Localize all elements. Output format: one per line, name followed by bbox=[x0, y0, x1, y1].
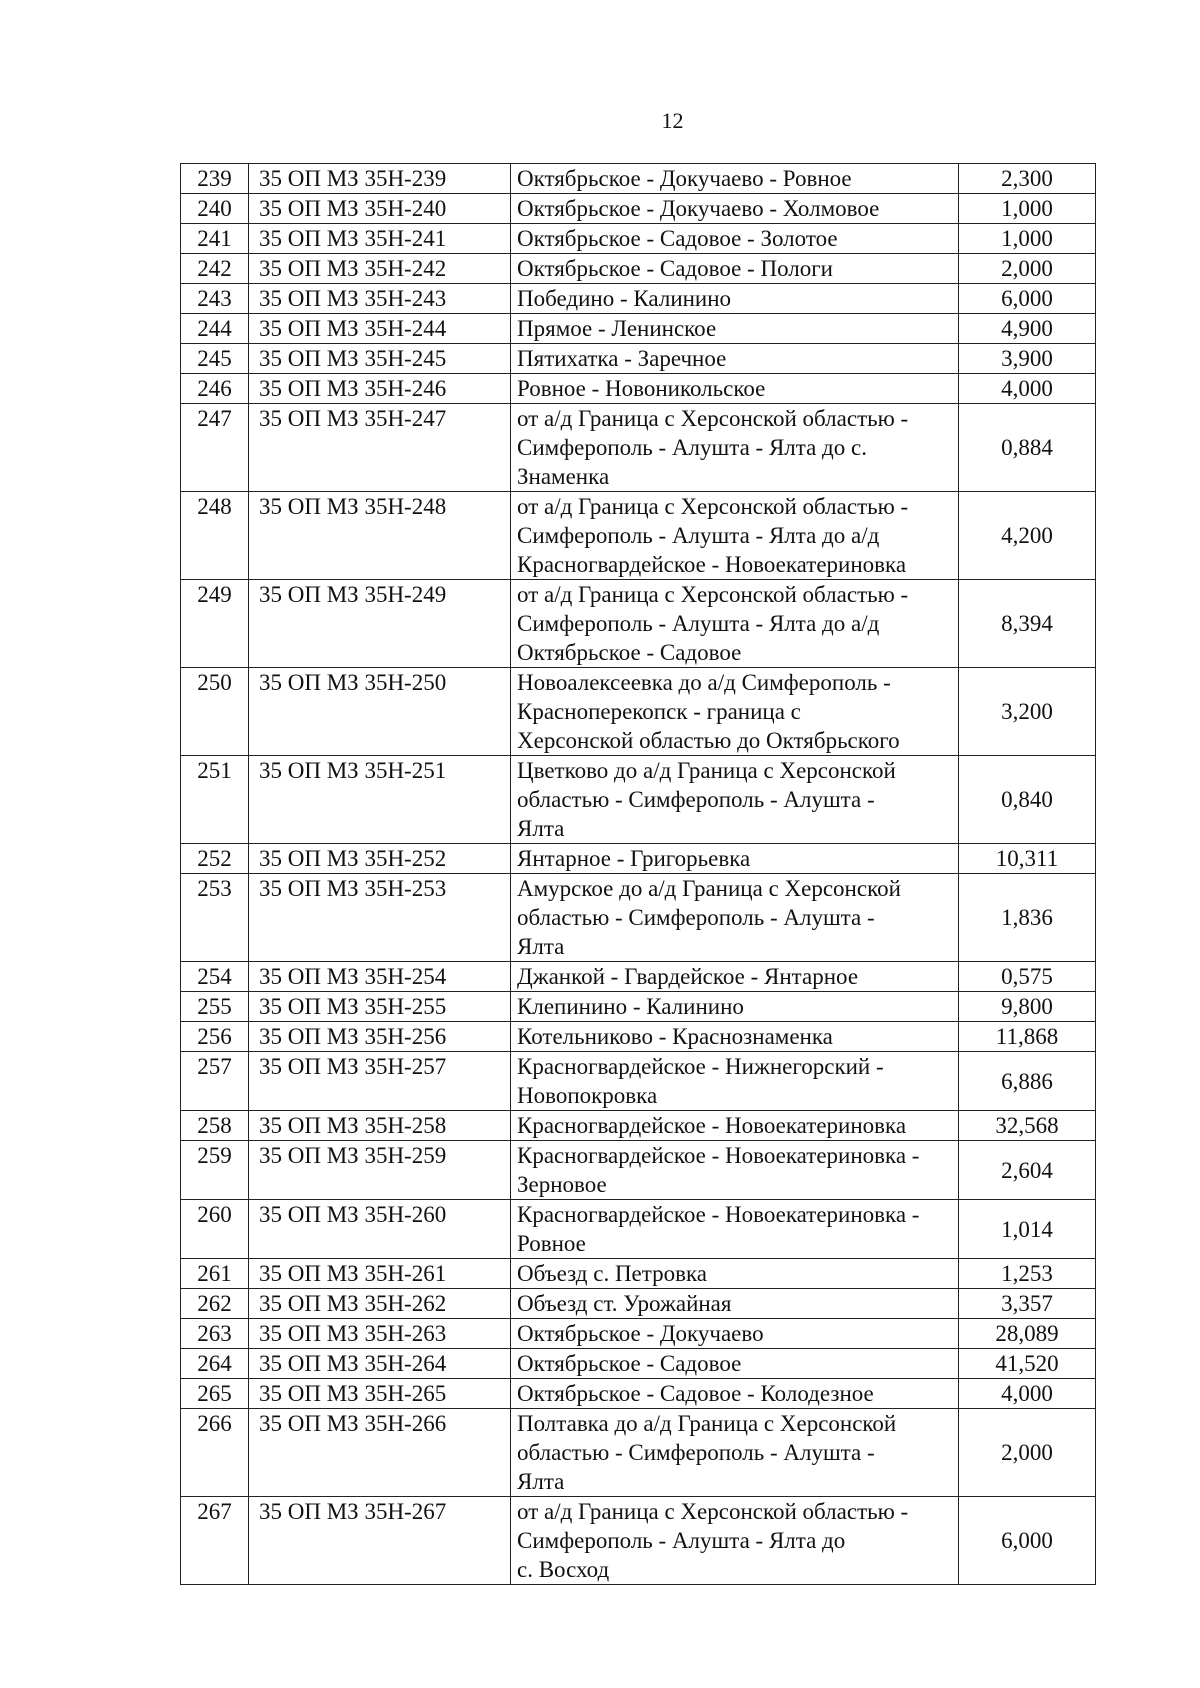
row-number-cell: 251 bbox=[181, 756, 249, 844]
row-number-cell: 243 bbox=[181, 284, 249, 314]
row-number-cell: 258 bbox=[181, 1111, 249, 1141]
road-code-cell: 35 ОП МЗ 35Н-241 bbox=[249, 224, 511, 254]
road-name-line: областью - Симферополь - Алушта - bbox=[517, 1440, 875, 1465]
road-name-line: Октябрьское - Садовое bbox=[517, 640, 742, 665]
road-name-line: Победино - Калинино bbox=[517, 286, 732, 311]
table-row bbox=[181, 314, 1096, 344]
road-name-cell bbox=[511, 1200, 959, 1259]
road-name-cell bbox=[511, 254, 959, 284]
road-code-cell: 35 ОП МЗ 35Н-261 bbox=[249, 1259, 511, 1289]
row-number-cell: 254 bbox=[181, 962, 249, 992]
road-length-cell: 0,884 bbox=[959, 404, 1096, 492]
table-row bbox=[181, 1319, 1096, 1349]
road-list-body bbox=[181, 164, 1096, 1585]
road-name-cell bbox=[511, 284, 959, 314]
row-number-cell: 239 bbox=[181, 164, 249, 194]
road-name-line: Знаменка bbox=[517, 464, 610, 489]
road-code-cell: 35 ОП МЗ 35Н-259 bbox=[249, 1141, 511, 1200]
table-row bbox=[181, 492, 1096, 580]
table-row bbox=[181, 874, 1096, 962]
road-name-line: Котельниково - Краснознаменка bbox=[517, 1024, 833, 1049]
road-name-cell bbox=[511, 668, 959, 756]
table-row bbox=[181, 194, 1096, 224]
road-code-cell: 35 ОП МЗ 35Н-256 bbox=[249, 1022, 511, 1052]
road-length-cell: 6,886 bbox=[959, 1052, 1096, 1111]
road-length-cell: 1,253 bbox=[959, 1259, 1096, 1289]
row-number-cell: 245 bbox=[181, 344, 249, 374]
table-row bbox=[181, 1409, 1096, 1497]
road-code-cell: 35 ОП МЗ 35Н-239 bbox=[249, 164, 511, 194]
road-name-line: Объезд ст. Урожайная bbox=[517, 1291, 732, 1316]
road-name-cell bbox=[511, 1289, 959, 1319]
road-length-cell: 1,014 bbox=[959, 1200, 1096, 1259]
road-length-cell: 6,000 bbox=[959, 1497, 1096, 1585]
road-name-line: Ровное - Новоникольское bbox=[517, 376, 766, 401]
road-name-line: Прямое - Ленинское bbox=[517, 316, 717, 341]
road-name-cell bbox=[511, 404, 959, 492]
road-name-cell bbox=[511, 1379, 959, 1409]
road-name-line: Красногвардейское - Новоекатериновка bbox=[517, 1113, 907, 1138]
road-name-line: от а/д Граница с Херсонской областью - bbox=[517, 1499, 909, 1524]
road-code-cell: 35 ОП МЗ 35Н-265 bbox=[249, 1379, 511, 1409]
road-name-cell bbox=[511, 164, 959, 194]
road-name-cell bbox=[511, 962, 959, 992]
road-list-table bbox=[180, 163, 1096, 1585]
road-name-line: Новоалексеевка до а/д Симферополь - bbox=[517, 670, 891, 695]
road-length-cell: 3,900 bbox=[959, 344, 1096, 374]
page-number: 12 bbox=[661, 108, 684, 133]
table-row bbox=[181, 756, 1096, 844]
road-length-cell: 11,868 bbox=[959, 1022, 1096, 1052]
road-name-line: от а/д Граница с Херсонской областью - bbox=[517, 582, 909, 607]
road-name-cell bbox=[511, 1141, 959, 1200]
road-length-cell: 4,200 bbox=[959, 492, 1096, 580]
road-code-cell: 35 ОП МЗ 35Н-254 bbox=[249, 962, 511, 992]
road-name-line: Симферополь - Алушта - Ялта до а/д bbox=[517, 611, 880, 636]
row-number-cell: 264 bbox=[181, 1349, 249, 1379]
road-name-line: Полтавка до а/д Граница с Херсонской bbox=[517, 1411, 897, 1436]
road-name-cell bbox=[511, 1022, 959, 1052]
road-length-cell: 8,394 bbox=[959, 580, 1096, 668]
road-name-cell bbox=[511, 756, 959, 844]
road-name-cell bbox=[511, 1259, 959, 1289]
road-name-cell bbox=[511, 314, 959, 344]
table-row bbox=[181, 344, 1096, 374]
road-name-line: Симферополь - Алушта - Ялта до а/д bbox=[517, 523, 880, 548]
row-number-cell: 252 bbox=[181, 844, 249, 874]
row-number-cell: 253 bbox=[181, 874, 249, 962]
road-name-line: Октябрьское - Докучаево bbox=[517, 1321, 764, 1346]
road-name-line: Октябрьское - Докучаево - Ровное bbox=[517, 166, 852, 191]
row-number-cell: 267 bbox=[181, 1497, 249, 1585]
road-name-line: Ялта bbox=[517, 816, 565, 841]
row-number-cell: 262 bbox=[181, 1289, 249, 1319]
road-code-cell: 35 ОП МЗ 35Н-262 bbox=[249, 1289, 511, 1319]
road-length-cell: 4,000 bbox=[959, 1379, 1096, 1409]
row-number-cell: 265 bbox=[181, 1379, 249, 1409]
road-name-line: Джанкой - Гвардейское - Янтарное bbox=[517, 964, 859, 989]
road-length-cell: 3,357 bbox=[959, 1289, 1096, 1319]
road-code-cell: 35 ОП МЗ 35Н-263 bbox=[249, 1319, 511, 1349]
road-name-line: Клепинино - Калинино bbox=[517, 994, 744, 1019]
table-row bbox=[181, 1141, 1096, 1200]
road-name-cell bbox=[511, 1349, 959, 1379]
road-code-cell: 35 ОП МЗ 35Н-267 bbox=[249, 1497, 511, 1585]
row-number-cell: 259 bbox=[181, 1141, 249, 1200]
road-length-cell: 6,000 bbox=[959, 284, 1096, 314]
road-name-line: Янтарное - Григорьевка bbox=[517, 846, 751, 871]
table-row bbox=[181, 164, 1096, 194]
road-name-cell bbox=[511, 1052, 959, 1111]
table-row bbox=[181, 1289, 1096, 1319]
table-row bbox=[181, 1111, 1096, 1141]
row-number-cell: 249 bbox=[181, 580, 249, 668]
table-row bbox=[181, 1052, 1096, 1111]
road-length-cell: 4,000 bbox=[959, 374, 1096, 404]
row-number-cell: 266 bbox=[181, 1409, 249, 1497]
road-length-cell: 0,575 bbox=[959, 962, 1096, 992]
table-row bbox=[181, 224, 1096, 254]
road-name-cell bbox=[511, 194, 959, 224]
road-name-line: Красноперекопск - граница с bbox=[517, 699, 801, 724]
road-code-cell: 35 ОП МЗ 35Н-257 bbox=[249, 1052, 511, 1111]
road-code-cell: 35 ОП МЗ 35Н-252 bbox=[249, 844, 511, 874]
road-length-cell: 1,836 bbox=[959, 874, 1096, 962]
road-code-cell: 35 ОП МЗ 35Н-253 bbox=[249, 874, 511, 962]
road-name-cell bbox=[511, 1111, 959, 1141]
road-name-cell bbox=[511, 580, 959, 668]
road-code-cell: 35 ОП МЗ 35Н-255 bbox=[249, 992, 511, 1022]
table-row bbox=[181, 1497, 1096, 1585]
road-length-cell: 3,200 bbox=[959, 668, 1096, 756]
row-number-cell: 242 bbox=[181, 254, 249, 284]
row-number-cell: 246 bbox=[181, 374, 249, 404]
road-name-cell bbox=[511, 374, 959, 404]
road-name-line: Ялта bbox=[517, 1469, 565, 1494]
row-number-cell: 240 bbox=[181, 194, 249, 224]
road-name-line: Октябрьское - Садовое - Колодезное bbox=[517, 1381, 874, 1406]
road-code-cell: 35 ОП МЗ 35Н-244 bbox=[249, 314, 511, 344]
table-row bbox=[181, 1200, 1096, 1259]
road-name-line: Объезд с. Петровка bbox=[517, 1261, 707, 1286]
row-number-cell: 255 bbox=[181, 992, 249, 1022]
road-code-cell: 35 ОП МЗ 35Н-249 bbox=[249, 580, 511, 668]
road-name-cell bbox=[511, 844, 959, 874]
road-name-line: Ровное bbox=[517, 1231, 586, 1256]
road-code-cell: 35 ОП МЗ 35Н-242 bbox=[249, 254, 511, 284]
road-name-line: Октябрьское - Садовое - Золотое bbox=[517, 226, 838, 251]
table-row bbox=[181, 1349, 1096, 1379]
road-code-cell: 35 ОП МЗ 35Н-258 bbox=[249, 1111, 511, 1141]
road-name-line: Красногвардейское - Новоекатериновка bbox=[517, 552, 907, 577]
road-code-cell: 35 ОП МЗ 35Н-247 bbox=[249, 404, 511, 492]
road-name-line: от а/д Граница с Херсонской областью - bbox=[517, 406, 909, 431]
road-name-line: областью - Симферополь - Алушта - bbox=[517, 787, 875, 812]
road-code-cell: 35 ОП МЗ 35Н-251 bbox=[249, 756, 511, 844]
table-row bbox=[181, 254, 1096, 284]
road-length-cell: 1,000 bbox=[959, 224, 1096, 254]
table-row bbox=[181, 1022, 1096, 1052]
road-length-cell: 10,311 bbox=[959, 844, 1096, 874]
road-name-line: Красногвардейское - Новоекатериновка - bbox=[517, 1143, 920, 1168]
row-number-cell: 261 bbox=[181, 1259, 249, 1289]
row-number-cell: 250 bbox=[181, 668, 249, 756]
road-name-cell bbox=[511, 492, 959, 580]
road-length-cell: 28,089 bbox=[959, 1319, 1096, 1349]
row-number-cell: 244 bbox=[181, 314, 249, 344]
road-code-cell: 35 ОП МЗ 35Н-250 bbox=[249, 668, 511, 756]
row-number-cell: 260 bbox=[181, 1200, 249, 1259]
table-row bbox=[181, 992, 1096, 1022]
road-name-line: Зерновое bbox=[517, 1172, 607, 1197]
road-code-cell: 35 ОП МЗ 35Н-243 bbox=[249, 284, 511, 314]
table-row bbox=[181, 374, 1096, 404]
road-name-line: от а/д Граница с Херсонской областью - bbox=[517, 494, 909, 519]
table-row bbox=[181, 1379, 1096, 1409]
road-name-cell bbox=[511, 344, 959, 374]
row-number-cell: 263 bbox=[181, 1319, 249, 1349]
road-length-cell: 1,000 bbox=[959, 194, 1096, 224]
table-row bbox=[181, 284, 1096, 314]
road-code-cell: 35 ОП МЗ 35Н-266 bbox=[249, 1409, 511, 1497]
row-number-cell: 248 bbox=[181, 492, 249, 580]
road-length-cell: 2,300 bbox=[959, 164, 1096, 194]
road-code-cell: 35 ОП МЗ 35Н-260 bbox=[249, 1200, 511, 1259]
road-code-cell: 35 ОП МЗ 35Н-240 bbox=[249, 194, 511, 224]
road-code-cell: 35 ОП МЗ 35Н-248 bbox=[249, 492, 511, 580]
road-name-cell bbox=[511, 1319, 959, 1349]
road-name-cell bbox=[511, 992, 959, 1022]
road-name-cell bbox=[511, 1497, 959, 1585]
table-row bbox=[181, 1259, 1096, 1289]
road-length-cell: 2,000 bbox=[959, 254, 1096, 284]
road-name-cell bbox=[511, 874, 959, 962]
row-number-cell: 241 bbox=[181, 224, 249, 254]
road-name-line: Новопокровка bbox=[517, 1083, 658, 1108]
road-length-cell: 0,840 bbox=[959, 756, 1096, 844]
table-row bbox=[181, 580, 1096, 668]
road-name-line: Ялта bbox=[517, 934, 565, 959]
road-name-cell bbox=[511, 1409, 959, 1497]
table-row bbox=[181, 844, 1096, 874]
road-length-cell: 2,604 bbox=[959, 1141, 1096, 1200]
road-name-line: Красногвардейское - Новоекатериновка - bbox=[517, 1202, 920, 1227]
road-code-cell: 35 ОП МЗ 35Н-264 bbox=[249, 1349, 511, 1379]
table-row bbox=[181, 962, 1096, 992]
road-name-line: Октябрьское - Докучаево - Холмовое bbox=[517, 196, 880, 221]
road-length-cell: 2,000 bbox=[959, 1409, 1096, 1497]
road-name-line: Пятихатка - Заречное bbox=[517, 346, 727, 371]
table-row bbox=[181, 404, 1096, 492]
road-name-line: Херсонской областью до Октябрьского bbox=[517, 728, 900, 753]
road-name-line: с. Восход bbox=[517, 1557, 610, 1582]
road-name-cell bbox=[511, 224, 959, 254]
road-name-line: Октябрьское - Садовое - Пологи bbox=[517, 256, 833, 281]
row-number-cell: 256 bbox=[181, 1022, 249, 1052]
road-name-line: областью - Симферополь - Алушта - bbox=[517, 905, 875, 930]
row-number-cell: 247 bbox=[181, 404, 249, 492]
road-name-line: Красногвардейское - Нижнегорский - bbox=[517, 1054, 884, 1079]
road-code-cell: 35 ОП МЗ 35Н-246 bbox=[249, 374, 511, 404]
road-code-cell: 35 ОП МЗ 35Н-245 bbox=[249, 344, 511, 374]
road-name-line: Симферополь - Алушта - Ялта до с. bbox=[517, 435, 867, 460]
road-length-cell: 4,900 bbox=[959, 314, 1096, 344]
road-name-line: Октябрьское - Садовое bbox=[517, 1351, 742, 1376]
row-number-cell: 257 bbox=[181, 1052, 249, 1111]
road-name-line: Цветково до а/д Граница с Херсонской bbox=[517, 758, 896, 783]
road-name-line: Симферополь - Алушта - Ялта до bbox=[517, 1528, 846, 1553]
road-length-cell: 41,520 bbox=[959, 1349, 1096, 1379]
road-length-cell: 32,568 bbox=[959, 1111, 1096, 1141]
road-length-cell: 9,800 bbox=[959, 992, 1096, 1022]
table-row bbox=[181, 668, 1096, 756]
road-name-line: Амурское до а/д Граница с Херсонской bbox=[517, 876, 901, 901]
